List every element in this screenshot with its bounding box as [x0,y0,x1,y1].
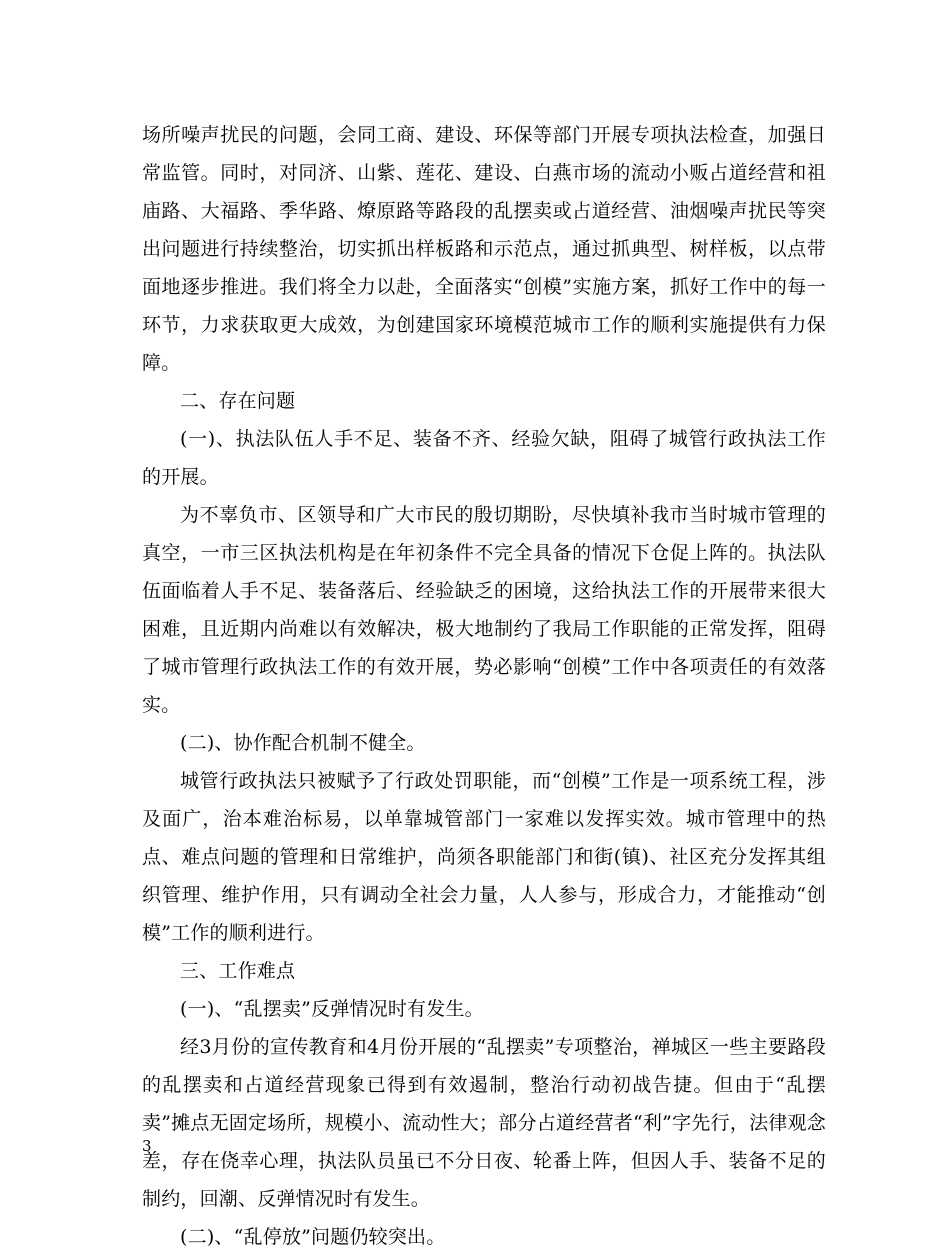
subheading-staffing: (一)、执法队伍人手不足、装备不齐、经验欠缺，阻碍了城管行政执法工作的开展。 [142,428,826,488]
paragraph-staffing: 为不辜负市、区领导和广大市民的殷切期盼，尽快填补我市当时城市管理的真空，一市三区执法机构是在年初条件不完全具备的情况下仓促上阵的。执法队伍面临着人手不足、装备落后、经验缺乏的困境，这给执法工作的开展带来很大困难，且近期内尚难以有效解决，极大地制约了我局工作职能的正常发挥，阻碍了城市管理行政执法工作的有效开展，势必影响“创模”工作中各项责任的有效落实。 [142,504,826,716]
page-number: 3 [142,1137,152,1155]
paragraph-continuation: 场所噪声扰民的问题，会同工商、建设、环保等部门开展专项执法检查，加强日常监管。同时，对同济、山紫、莲花、建设、白燕市场的流动小贩占道经营和祖庙路、大福路、季华路、燎原路等路段的乱摆卖或占道经营、油烟噪声扰民等突出问题进行持续整治，切实抓出样板路和示范点，通过抓典型、树样板，以点带面地逐步推进。我们将全力以赴，全面落实“创模”实施方案，抓好工作中的每一环节，力求获取更大成效，为创建国家环境模范城市工作的顺利实施提供有力保障。 [142,124,826,374]
paragraph-coordination: 城管行政执法只被赋予了行政处罚职能，而“创模”工作是一项系统工程，涉及面广，治本难治标易，以单靠城管部门一家难以发挥实效。城市管理中的热点、难点问题的管理和日常维护，尚须各职能部门和街(镇)、社区充分发挥其组织管理、维护作用，只有调动全社会力量，人人参与，形成合力，才能推动“创模”工作的顺利进行。 [142,770,826,944]
subheading-street-vending: (一)、“乱摆卖”反弹情况时有发生。 [180,998,484,1020]
paragraph-street-vending: 经3月份的宣传教育和4月份开展的“乱摆卖”专项整治，禅城区一些主要路段的乱摆卖和占道经营现象已得到有效遏制，整治行动初战告捷。但由于“乱摆卖”摊点无固定场所，规模小、流动性大；部分占道经营者“利”字先行，法律观念差，存在侥幸心理，执法队员虽已不分日夜、轮番上阵，但因人手、装备不足的制约，回潮、反弹情况时有发生。 [142,1036,826,1210]
section-heading-problems: 二、存在问题 [180,390,296,412]
document-body [142,116,826,1256]
subheading-illegal-parking: (二)、“乱停放”问题仍较突出。 [180,1226,446,1248]
section-heading-difficulties: 三、工作难点 [180,960,296,982]
subheading-coordination: (二)、协作配合机制不健全。 [180,732,426,754]
